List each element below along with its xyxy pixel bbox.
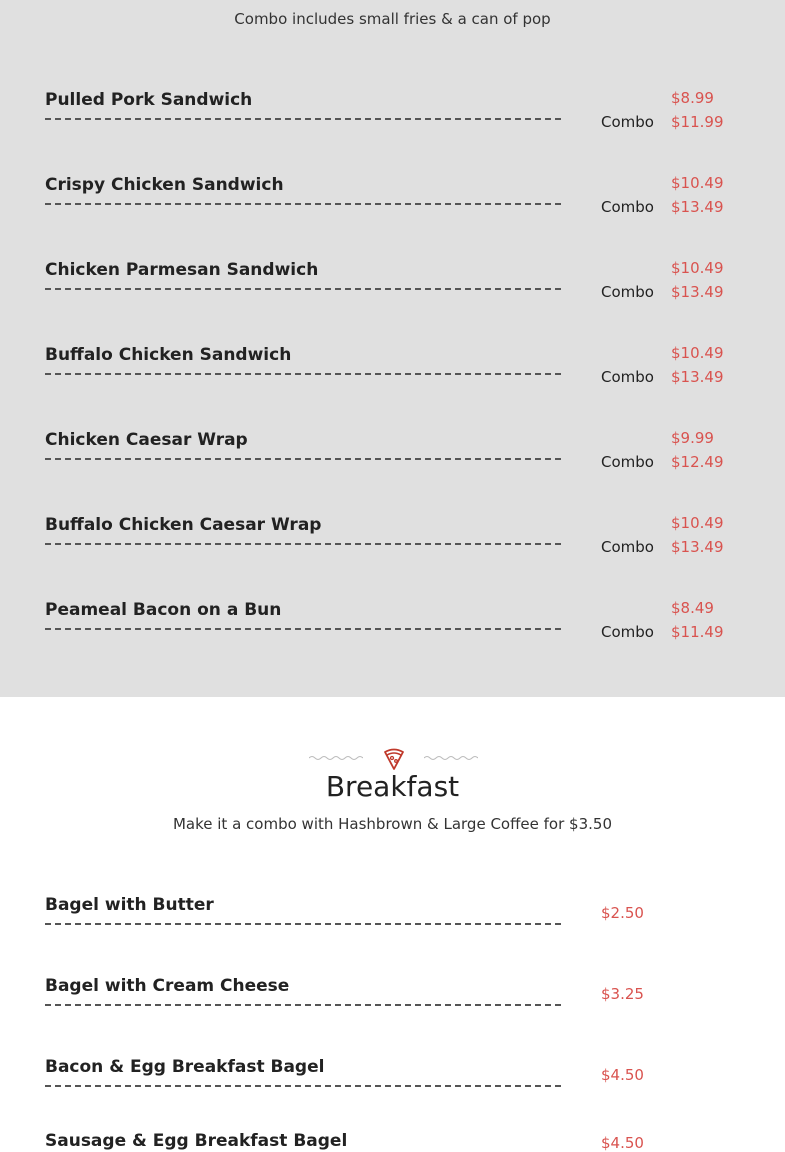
item-price: $10.49	[671, 259, 724, 277]
dotted-leader	[45, 118, 561, 120]
item-price: $4.50	[601, 1066, 644, 1084]
combo-label: Combo	[601, 538, 654, 556]
dotted-leader	[45, 923, 561, 925]
dotted-leader	[45, 543, 561, 545]
combo-label: Combo	[601, 623, 654, 641]
item-name: Sausage & Egg Breakfast Bagel	[45, 1131, 348, 1151]
breakfast-combo-note: Make it a combo with Hashbrown & Large Coffee for $3.50	[172, 815, 612, 833]
section-title: Breakfast	[325, 770, 460, 803]
dotted-leader	[45, 203, 561, 205]
item-name: Peameal Bacon on a Bun	[45, 600, 282, 620]
item-name: Buffalo Chicken Sandwich	[45, 345, 292, 365]
dotted-leader	[45, 1004, 561, 1006]
item-name: Pulled Pork Sandwich	[45, 90, 253, 110]
combo-price: $13.49	[671, 538, 724, 556]
item-name: Bagel with Butter	[45, 895, 214, 915]
combo-price: $13.49	[671, 198, 724, 216]
combo-label: Combo	[601, 113, 654, 131]
combo-price: $11.49	[671, 623, 724, 641]
wave-divider-left	[309, 754, 363, 762]
item-price: $10.49	[671, 514, 724, 532]
item-price: $8.99	[671, 89, 714, 107]
pizza-slice-icon	[382, 747, 406, 771]
item-price: $10.49	[671, 174, 724, 192]
item-price: $2.50	[601, 904, 644, 922]
combo-label: Combo	[601, 453, 654, 471]
combo-note: Combo includes small fries & a can of pop	[234, 10, 551, 28]
dotted-leader	[45, 288, 561, 290]
combo-label: Combo	[601, 283, 654, 301]
item-name: Chicken Caesar Wrap	[45, 430, 248, 450]
wave-divider-right	[424, 754, 478, 762]
item-name: Crispy Chicken Sandwich	[45, 175, 284, 195]
item-price: $4.50	[601, 1134, 644, 1152]
combo-price: $12.49	[671, 453, 724, 471]
item-name: Buffalo Chicken Caesar Wrap	[45, 515, 322, 535]
item-price: $3.25	[601, 985, 644, 1003]
dotted-leader	[45, 628, 561, 630]
item-price: $9.99	[671, 429, 714, 447]
item-price: $10.49	[671, 344, 724, 362]
combo-label: Combo	[601, 368, 654, 386]
dotted-leader	[45, 1085, 561, 1087]
item-name: Bagel with Cream Cheese	[45, 976, 290, 996]
item-name: Chicken Parmesan Sandwich	[45, 260, 319, 280]
item-price: $8.49	[671, 599, 714, 617]
combo-price: $13.49	[671, 368, 724, 386]
combo-price: $11.99	[671, 113, 724, 131]
combo-label: Combo	[601, 198, 654, 216]
item-name: Bacon & Egg Breakfast Bagel	[45, 1057, 325, 1077]
combo-price: $13.49	[671, 283, 724, 301]
dotted-leader	[45, 458, 561, 460]
dotted-leader	[45, 373, 561, 375]
